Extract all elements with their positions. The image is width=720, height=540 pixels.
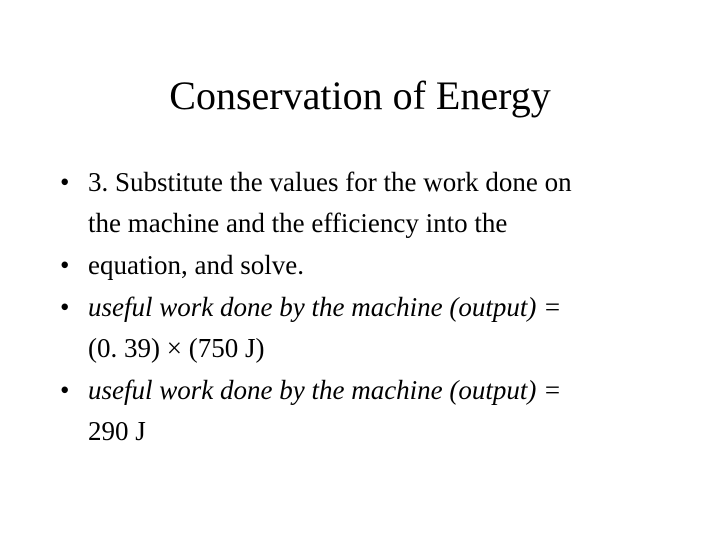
bullet-text-line: useful work done by the machine (output) = [88,375,562,405]
bullet-dot-icon: • [60,292,70,322]
bullet-item [56,162,676,244]
bullet-item [56,287,676,369]
bullet-dot-icon: • [60,375,70,405]
bullet-text-line: 3. Substitute the values for the work done on [88,167,572,197]
bullet-text-line: 290 J [88,416,146,446]
bullet-text-line: equation, and solve. [88,250,304,280]
bullet-item [56,245,676,286]
bullet-text-line: (0. 39) × (750 J) [88,333,265,363]
slide-title: Conservation of Energy [169,73,551,118]
bullet-dot-icon: • [60,167,70,197]
bullet-dot-icon: • [60,250,70,280]
bullet-text-line: the machine and the efficiency into the [88,208,508,238]
bullet-item [56,370,676,452]
bullet-list [56,162,676,453]
bullet-text-line: useful work done by the machine (output) = [88,292,562,322]
